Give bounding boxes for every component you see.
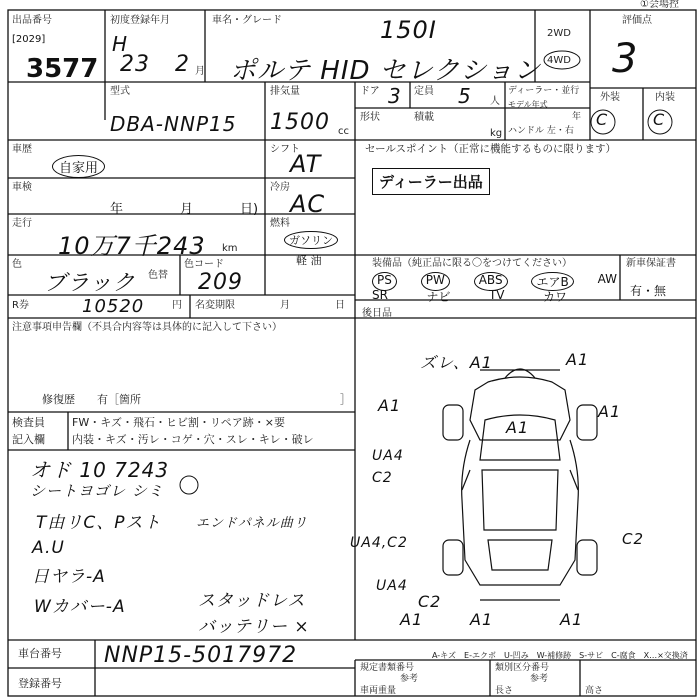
hand-note-1: オド 10 7243	[30, 458, 170, 482]
capacity-label: 定員	[414, 86, 434, 97]
inspection-label: 車検	[12, 182, 32, 193]
lot-label: 出品番号	[12, 15, 52, 26]
declaration-label: 注意事項申告欄（不具合内容等は具体的に記入して下さい）	[12, 322, 282, 333]
mark-top-right: A1	[566, 350, 590, 369]
model-year-label: モデル年式	[508, 100, 548, 109]
mark-side-3: UA4,C2	[350, 535, 408, 551]
checker-row-2: 内装・キズ・汚レ・コゲ・穴・スレ・キレ・破レ	[72, 433, 314, 446]
ref2-label: 参考	[530, 674, 549, 684]
equip-abs: ABS	[474, 272, 508, 291]
chassis-label: 車台番号	[18, 647, 62, 660]
model-name: ポルテ HID セレクション	[230, 56, 541, 86]
mark-bottom-left: A1	[400, 610, 424, 629]
color-value: ブラック	[44, 271, 136, 296]
aircon-value: AC	[290, 190, 326, 218]
model-grade: 150I	[380, 16, 437, 44]
displacement-label: 排気量	[270, 86, 300, 97]
repair-label: 修復歴 有［箇所	[42, 393, 141, 406]
hand-note-9: バッテリー ×	[198, 617, 310, 637]
inspection-year-unit: 年	[110, 202, 124, 217]
mark-left-1: A1	[378, 396, 402, 415]
color-code: 209	[198, 270, 243, 295]
drive-2wd: 2WD	[547, 28, 571, 39]
capacity-value: 5	[458, 84, 472, 108]
hand-note-2: シートヨゴレ シミ	[30, 482, 164, 500]
shift-value: AT	[290, 150, 322, 178]
deadline-day: 日	[335, 300, 345, 311]
length-label: 長さ	[495, 686, 514, 696]
fuel-value: ガソリン	[284, 231, 338, 249]
equipment-label: 装備品（純正品に限る〇をつけてください）	[372, 258, 572, 269]
new-plate-label: 新車保証書	[626, 258, 676, 269]
mark-right-2: C2	[622, 530, 645, 548]
interior-score: C	[653, 110, 666, 129]
equip-sr: SR	[372, 288, 388, 302]
equip-tv: TV	[488, 288, 505, 302]
registration-label: 初度登録年月	[110, 15, 170, 26]
mileage-label: 走行	[12, 218, 32, 229]
color-label: 色	[12, 259, 22, 270]
mark-top-left: ズレ、A1	[420, 353, 493, 372]
rating-score: 3	[612, 36, 639, 82]
weight-label: 車両重量	[360, 686, 397, 696]
load-label: 積載	[414, 112, 434, 123]
registration-year: 23	[120, 52, 150, 77]
mark-bottom-1: A1	[470, 610, 494, 629]
deadline-label: 名変期限	[195, 300, 235, 311]
drive-4wd: 4WD	[547, 55, 571, 66]
hand-note-3: T由リC、Pスト	[36, 513, 162, 533]
color-swap-label: 色替	[148, 270, 168, 281]
lot-number: 3577	[26, 54, 99, 84]
aircon-label: 冷房	[270, 182, 290, 193]
displacement-unit: cc	[338, 126, 349, 137]
damage-legend: A-キズ E-エクボ U-凹み W-補修跡 S-サビ C-腐食 X…×交換済	[432, 651, 688, 660]
recycle-value: 10520	[82, 296, 145, 317]
shape-label: 形状	[360, 112, 380, 123]
color-code-label: 色コード	[184, 259, 224, 270]
equip-airbag: エアB	[531, 272, 573, 291]
mark-roof: A1	[506, 418, 530, 437]
type-value: DBA-NNP15	[110, 112, 237, 136]
hand-note-7: Wカバー-A	[34, 597, 126, 617]
exterior-label: 外装	[600, 92, 620, 103]
rating-label: 評価点	[622, 15, 652, 26]
checker-label-1: 検査員	[12, 416, 45, 429]
mileage-value: 10万7千243	[58, 232, 206, 260]
registration-month: 2	[175, 52, 190, 77]
capacity-unit: 人	[490, 96, 500, 107]
registration-month-unit: 月	[195, 66, 205, 77]
sales-stamp: ディーラー出品	[372, 168, 490, 195]
load-unit: kg	[490, 128, 503, 139]
fuel-label: 燃料	[270, 218, 290, 229]
hand-note-4: エンドパネル曲リ	[196, 516, 308, 531]
hand-note-8: スタッドレス	[198, 591, 306, 611]
after-label: 後日品	[362, 308, 392, 319]
usage-label: 車歴	[12, 144, 32, 155]
mark-side-5: C2	[418, 592, 442, 611]
mark-right-1: A1	[598, 402, 622, 421]
hand-note-6: 日ヤラ-A	[32, 567, 106, 587]
exterior-score: C	[596, 110, 609, 129]
dealer-label: ディーラー・並行	[508, 86, 580, 96]
hand-note-5: A.U	[32, 538, 65, 558]
ref-label: 参考	[400, 674, 419, 684]
new-plate-value: 有・無	[630, 284, 667, 298]
checker-row-1: FW・キズ・飛石・ヒビ割・リペア跡・×要	[72, 416, 285, 429]
door-label: ドア	[360, 86, 380, 97]
recycle-label: R券	[12, 300, 29, 311]
registration-era: H	[112, 32, 129, 56]
fuel-alt: 軽 油	[296, 254, 322, 267]
type-label: 型式	[110, 86, 130, 97]
mark-bottom-2: A1	[560, 610, 584, 629]
inspection-month-unit: 月	[180, 202, 194, 217]
equip-pw: PW	[421, 272, 450, 291]
sales-label: セールスポイント（正常に機能するものに限ります）	[365, 143, 617, 155]
interior-label: 内装	[655, 92, 675, 103]
inspection-day-unit: 日)	[240, 202, 259, 217]
chassis-value: NNP15-5017972	[104, 643, 298, 668]
deadline-month: 月	[280, 300, 290, 311]
model-year-unit: 年	[572, 112, 582, 122]
shift-label: シフト	[270, 144, 300, 155]
lot-code: [2029]	[12, 34, 46, 45]
door-value: 3	[388, 84, 402, 108]
class-label: 類別区分番号	[495, 663, 550, 673]
plate-label: 登録番号	[18, 677, 62, 690]
mark-side-2: C2	[372, 470, 393, 486]
repair-close: ］	[340, 393, 351, 406]
usage-value: 自家用	[52, 155, 105, 178]
equip-aw: AW	[597, 272, 617, 286]
equip-ps: PS	[372, 272, 397, 291]
mark-side-1: UA4	[372, 448, 404, 464]
mark-side-4: UA4	[376, 578, 408, 594]
handle-label: ハンドル 左・右	[508, 126, 574, 136]
recycle-unit: 円	[172, 300, 182, 311]
model-label: 車名・グレード	[212, 15, 282, 26]
displacement-value: 1500	[270, 110, 330, 135]
equip-leather: カワ	[542, 290, 567, 304]
equip-navi: ナビ	[426, 290, 451, 304]
car-diagram	[443, 369, 597, 600]
height-label: 高さ	[585, 686, 604, 696]
sheet-copy-label: ①会場控	[640, 0, 679, 10]
document-label: 規定書類番号	[360, 663, 415, 673]
checker-label-2: 記入欄	[12, 433, 45, 446]
equipment-row-2	[372, 288, 567, 305]
mileage-unit: km	[222, 243, 238, 254]
